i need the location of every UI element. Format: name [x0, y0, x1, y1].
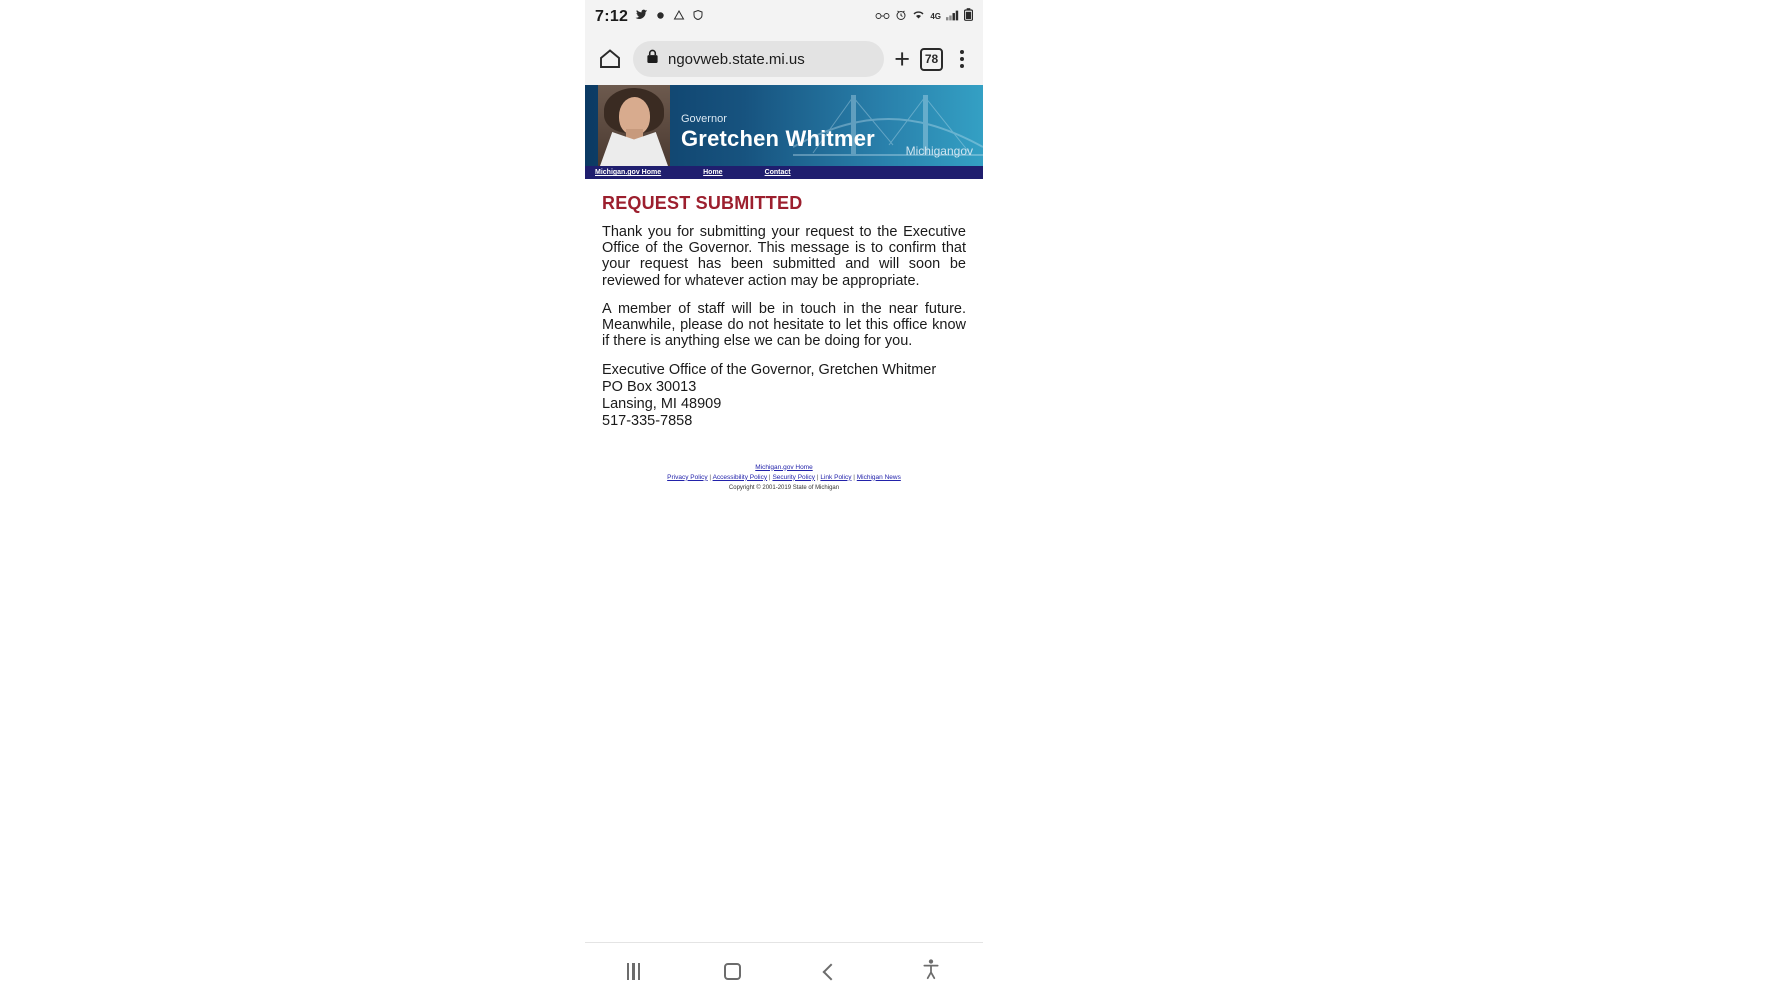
record-icon [655, 9, 666, 25]
footer-link-accessibility-policy[interactable]: Accessibility Policy [712, 473, 768, 481]
web-page [585, 85, 983, 491]
url-bar[interactable] [633, 41, 884, 77]
page-footer [602, 456, 966, 491]
michigan-logo [906, 143, 973, 158]
home-square-icon [724, 963, 741, 980]
governor-name: Gretchen Whitmer [681, 126, 875, 151]
lock-icon [646, 49, 659, 69]
confirmation-paragraph-2: A member of staff will be in touch in the near future. Meanwhile, please do not hesitate to let this office know if there is anything else we can be doing for you. [602, 300, 966, 350]
signal-icon [946, 9, 959, 25]
site-nav [585, 166, 983, 179]
site-nav-item-home[interactable]: Home [703, 169, 723, 176]
battery-icon [964, 8, 973, 25]
status-bar [585, 0, 983, 33]
twitter-icon [635, 8, 648, 25]
recents-icon [627, 963, 641, 980]
footer-link-michigan-home[interactable]: Michigan.gov Home [755, 463, 813, 471]
system-navigation-bar [585, 942, 983, 1000]
address-line-phone: 517-335-7858 [602, 413, 693, 430]
status-bar-left [595, 8, 704, 26]
home-button[interactable] [724, 963, 741, 980]
status-clock: 7:12 [595, 7, 629, 25]
accessibility-icon [921, 958, 941, 985]
governor-label: Governor [681, 113, 727, 125]
phone-screen [585, 0, 983, 1000]
office-address [602, 362, 966, 430]
governor-photo [598, 85, 670, 166]
url-text[interactable]: ngovweb.state.mi.us [668, 50, 805, 68]
shield-icon [692, 9, 704, 25]
footer-link-privacy-policy[interactable]: Privacy Policy [667, 473, 708, 481]
confirmation-paragraph-1: Thank you for submitting your request to the Executive Office of the Governor. This message is to confirm that your request has been submitted and will soon be reviewed for whatever action may be appropriate. [602, 224, 966, 289]
michigan-logo-main: Michigan [905, 144, 954, 158]
home-icon[interactable] [597, 46, 623, 72]
glasses-icon [875, 9, 890, 25]
michigan-logo-suffix: gov [953, 144, 973, 158]
new-tab-button[interactable]: + [894, 43, 910, 74]
back-button[interactable] [825, 966, 837, 978]
footer-link-michigan-news[interactable]: Michigan News [856, 473, 901, 481]
tab-counter-button[interactable]: 78 [920, 48, 943, 71]
browser-toolbar [585, 33, 983, 85]
address-line-office: Executive Office of the Governor, Gretchen Whitmer [602, 361, 937, 378]
drive-icon [673, 9, 685, 25]
site-nav-item-contact[interactable]: Contact [764, 169, 791, 176]
page-content [585, 179, 983, 491]
recents-button[interactable] [627, 963, 641, 980]
footer-links: Privacy Policy | Accessibility Policy | Security Policy | Link Policy | Michigan News [667, 473, 901, 481]
network-type-label: 4G [930, 12, 941, 21]
status-bar-right [875, 8, 973, 25]
back-chevron-icon [823, 963, 840, 980]
footer-link-link-policy[interactable]: Link Policy [820, 473, 852, 481]
site-nav-item-michigan-home[interactable]: Michigan.gov Home [595, 169, 662, 176]
page-title: REQUEST SUBMITTED [602, 193, 803, 213]
address-line-pobox: PO Box 30013 [602, 378, 697, 395]
site-banner [585, 85, 983, 166]
footer-copyright: Copyright © 2001-2019 State of Michigan [728, 484, 840, 491]
address-line-city: Lansing, MI 48909 [602, 396, 722, 413]
more-options-icon[interactable] [953, 50, 971, 68]
wifi-calling-icon [912, 9, 925, 25]
footer-link-security-policy[interactable]: Security Policy [772, 473, 816, 481]
accessibility-button[interactable] [921, 958, 941, 985]
alarm-icon [895, 9, 907, 25]
